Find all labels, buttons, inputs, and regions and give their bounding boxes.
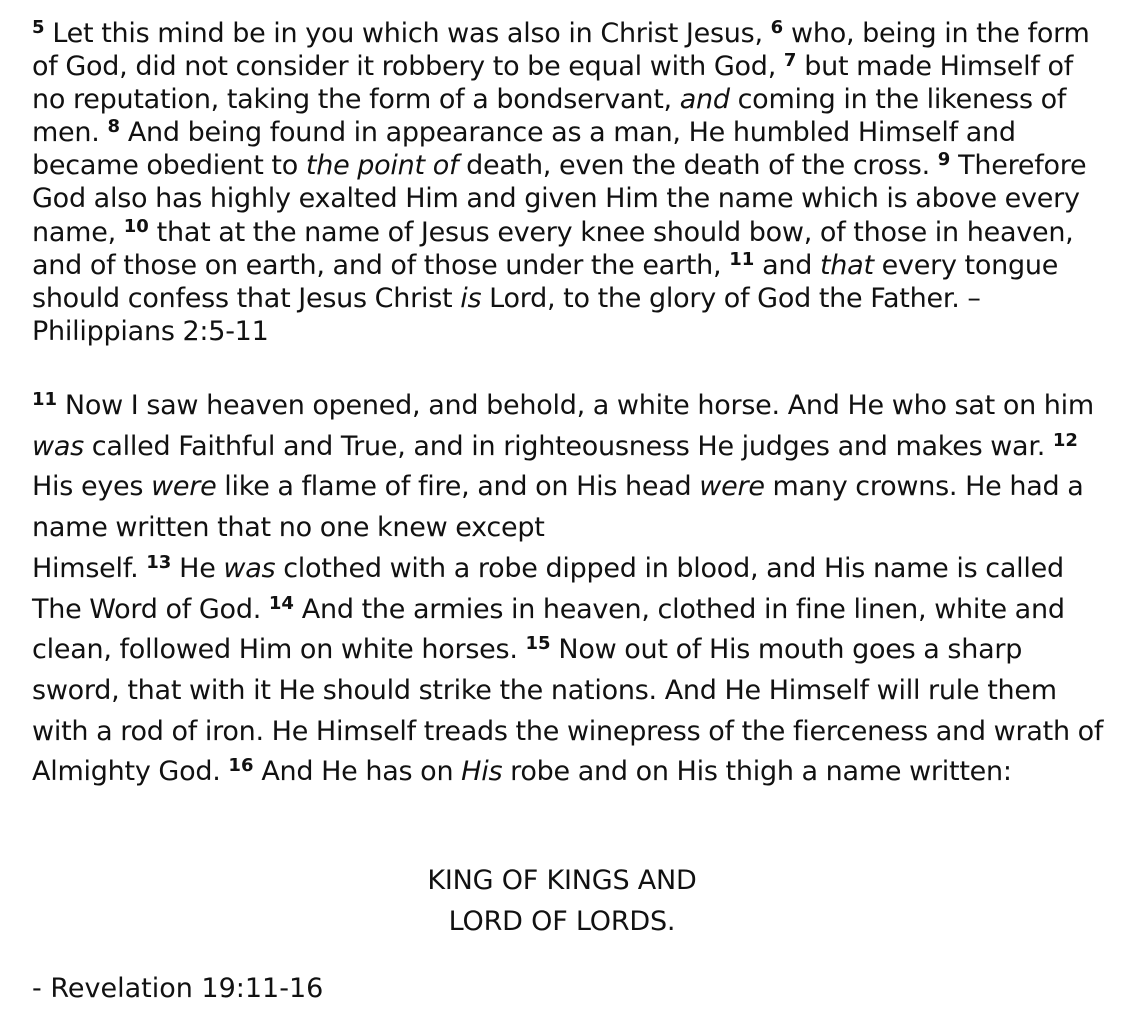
revelation-reference: - Revelation 19:11-16 (32, 973, 324, 1004)
verse-text: And the armies in heaven, clothed in fine linen, white and clean, followed Him on white horses. (32, 593, 1065, 666)
verse-text: called Faithful and True, and in righteousness He judges and makes war. (83, 430, 1053, 462)
verse-text: And He has on (253, 756, 462, 788)
verse-number: 10 (123, 215, 149, 237)
title-line-1: KING OF KINGS AND (427, 865, 697, 896)
verse-text: Now I saw heaven opened, and behold, a white horse. And He who sat on him (57, 390, 1094, 421)
title-inscription (0, 860, 1124, 942)
verse-text: Therefore God also has highly exalted Him and given Him the name which is above every name, (32, 150, 1087, 248)
verse-text: who, being in the form of God, did not consider it robbery to be equal with God, (32, 18, 1090, 83)
verse-text: like a flame of fire, and on His head (216, 471, 700, 503)
verse-text: every tongue should confess that Jesus Christ (32, 249, 1059, 314)
italic-text: His (461, 756, 503, 788)
verse-text: Now out of His mouth goes a sharp sword, that with it He should strike the nations. And He Himself will rule them with a rod of iron. He Himself treads the winepress of the fierceness and wrath of Almighty God. (32, 634, 1104, 788)
verse-number: 12 (1052, 429, 1078, 451)
verse-number: 15 (525, 633, 551, 655)
verse-number: 6 (770, 17, 784, 38)
verse-text: clothed with a robe dipped in blood, and His name is called The Word of God. (32, 552, 1064, 625)
verse-text: and (754, 249, 820, 281)
verse-number: 5 (32, 17, 45, 38)
verse-text: robe and on His thigh a name written: (502, 756, 1012, 788)
title-line-2: LORD OF LORDS. (448, 906, 676, 937)
verse-number: 7 (783, 50, 797, 72)
italic-text: was (223, 552, 276, 584)
italic-text: the point of (305, 150, 459, 182)
verse-text: He (171, 552, 224, 584)
verse-number: 9 (937, 149, 951, 171)
verse-text: coming in the likeness of men. (32, 84, 1067, 149)
verse-text: that at the name of Jesus every knee should bow, of those in heaven, and of those on earth, and of those under the earth, (32, 216, 1074, 281)
verse-text: but made Himself of no reputation, taking the form of a bondservant, (32, 51, 1073, 116)
philippians-passage (32, 17, 1112, 348)
verse-number: 11 (32, 389, 58, 410)
italic-text: that (819, 249, 874, 281)
verse-number: 11 (729, 248, 755, 270)
verse-text: Himself. (32, 552, 147, 584)
verse-text: death, even the death of the cross. (458, 150, 938, 182)
italic-text: were (699, 471, 765, 503)
verse-text: His eyes (32, 471, 152, 503)
verse-text: many crowns. He had a name written that no one knew except (32, 471, 1084, 544)
verse-text: Lord, to the glory of God the Father. – Philippians 2:5-11 (32, 282, 981, 347)
verse-number: 16 (228, 755, 254, 777)
verse-number: 13 (146, 551, 172, 573)
verse-text: And being found in appearance as a man, He humbled Himself and became obedient to (32, 117, 1016, 182)
italic-text: and (679, 84, 730, 116)
italic-text: is (460, 282, 482, 314)
italic-text: were (151, 471, 217, 503)
italic-text: was (32, 430, 84, 462)
verse-number: 14 (268, 592, 294, 614)
revelation-passage (32, 386, 1112, 793)
verse-text: Let this mind be in you which was also in Christ Jesus, (44, 18, 771, 49)
verse-number: 8 (107, 116, 120, 138)
